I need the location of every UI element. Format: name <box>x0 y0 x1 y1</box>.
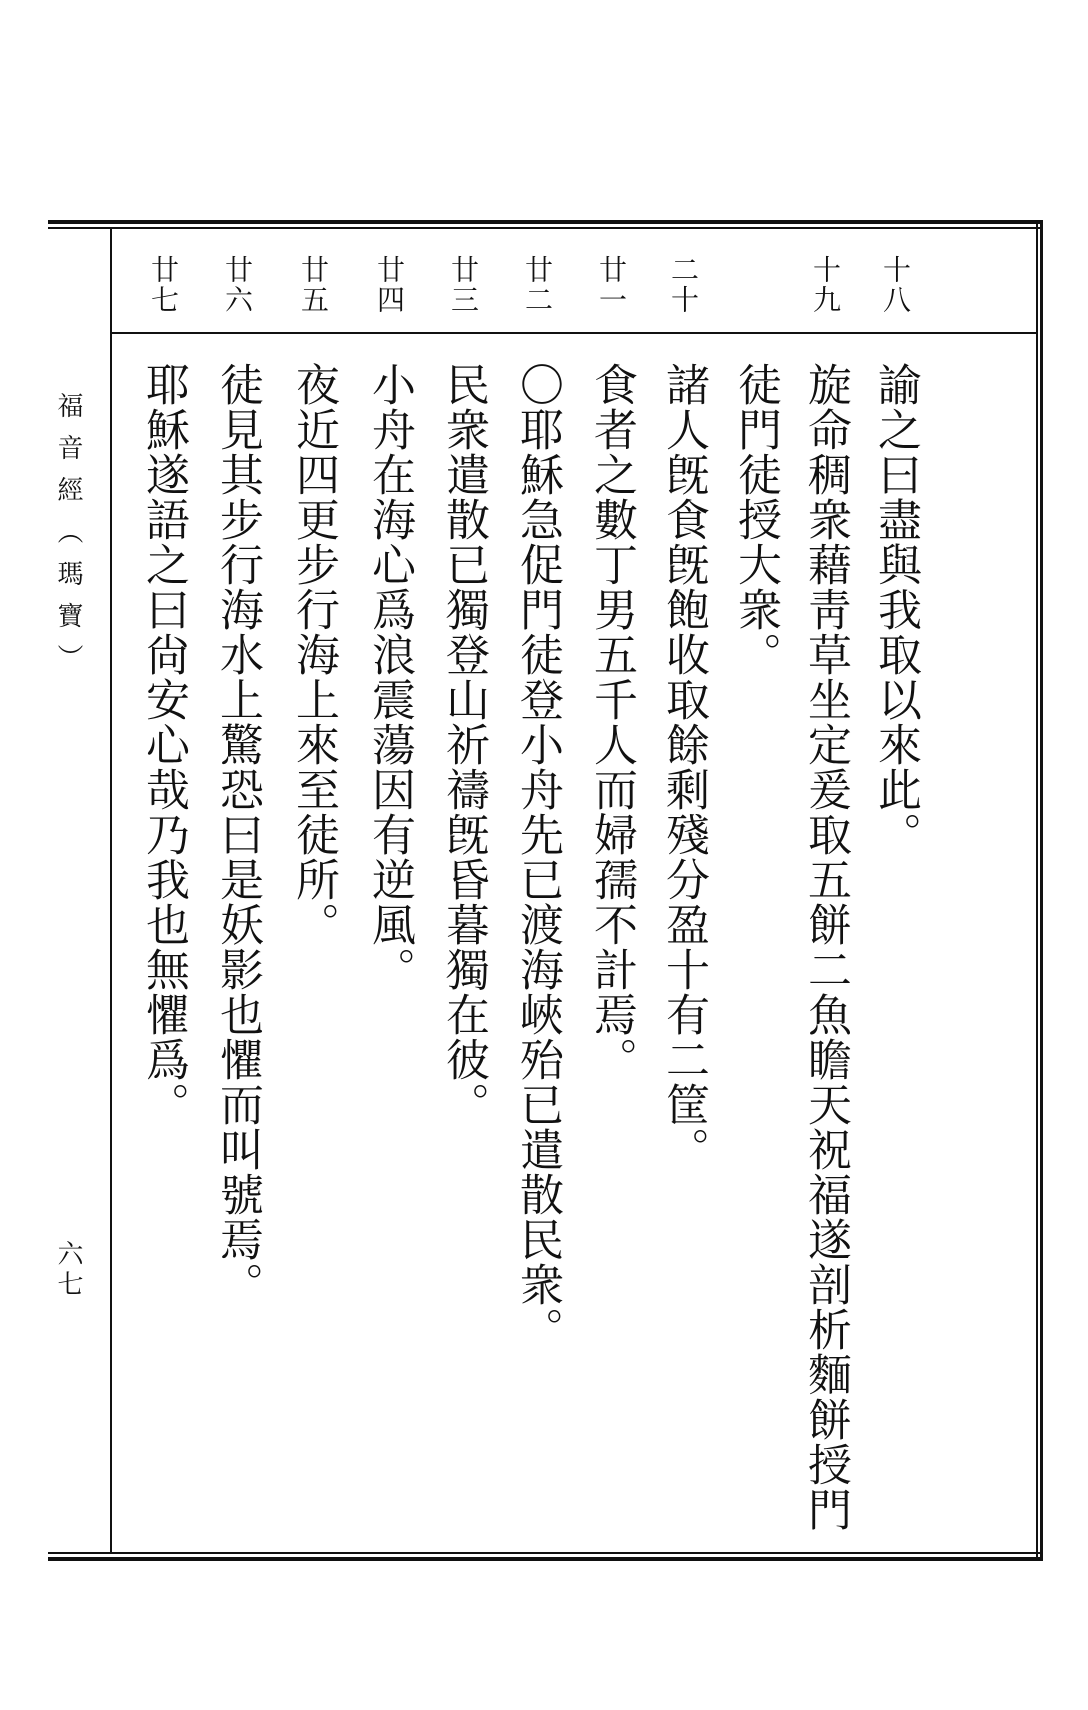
verse-number-20: 二十 <box>667 255 700 315</box>
frame-top-rule <box>48 220 1043 229</box>
page-number: 六七 <box>53 1240 83 1300</box>
verse-number-21: 廿一 <box>595 255 628 315</box>
verse-text-25: 夜近四更步行海上來至徒所。 <box>288 362 339 947</box>
verse-number-19: 十九 <box>809 255 842 315</box>
frame-left-rule <box>110 229 112 1552</box>
verse-text-18: 諭之曰盡與我取以來此。 <box>870 362 921 857</box>
verse-text-26: 徒見其步行海水上驚恐曰是妖影也懼而叫號焉。 <box>212 362 263 1307</box>
verse-text-23: 民衆遣散已獨登山祈禱旣昏暮獨在彼。 <box>438 362 489 1127</box>
verse-number-26: 廿六 <box>221 255 254 315</box>
verse-number-27: 廿七 <box>147 255 180 315</box>
verse-number-24: 廿四 <box>373 255 406 315</box>
running-title: 福音經（瑪寶） <box>53 392 83 686</box>
verse-number-divider <box>112 332 1036 334</box>
verse-text-24: 小舟在海心爲浪震蕩因有逆風。 <box>364 362 415 992</box>
verse-number-25: 廿五 <box>297 255 330 315</box>
verse-number-22: 廿二 <box>521 255 554 315</box>
verse-text-19: 旋命稠衆藉靑草坐定爰取五餅二魚瞻天祝福遂剖析麵餅授門 <box>800 362 851 1532</box>
verse-text-21: 食者之數丁男五千人而婦孺不計焉。 <box>586 362 637 1082</box>
frame-right-rule <box>1036 222 1043 1558</box>
verse-number-18: 十八 <box>879 255 912 315</box>
verse-text-20: 諸人旣食旣飽收取餘剩殘分盈十有二筐。 <box>658 362 709 1172</box>
frame-bottom-rule <box>48 1552 1043 1561</box>
verse-text-27: 耶穌遂語之曰尙安心哉乃我也無懼爲。 <box>138 362 189 1127</box>
verse-text-19-continued: 徒門徒授大衆。 <box>730 362 781 677</box>
verse-number-23: 廿三 <box>447 255 480 315</box>
verse-text-22: 〇耶穌急促門徒登小舟先已渡海峽殆已遣散民衆。 <box>512 362 563 1352</box>
